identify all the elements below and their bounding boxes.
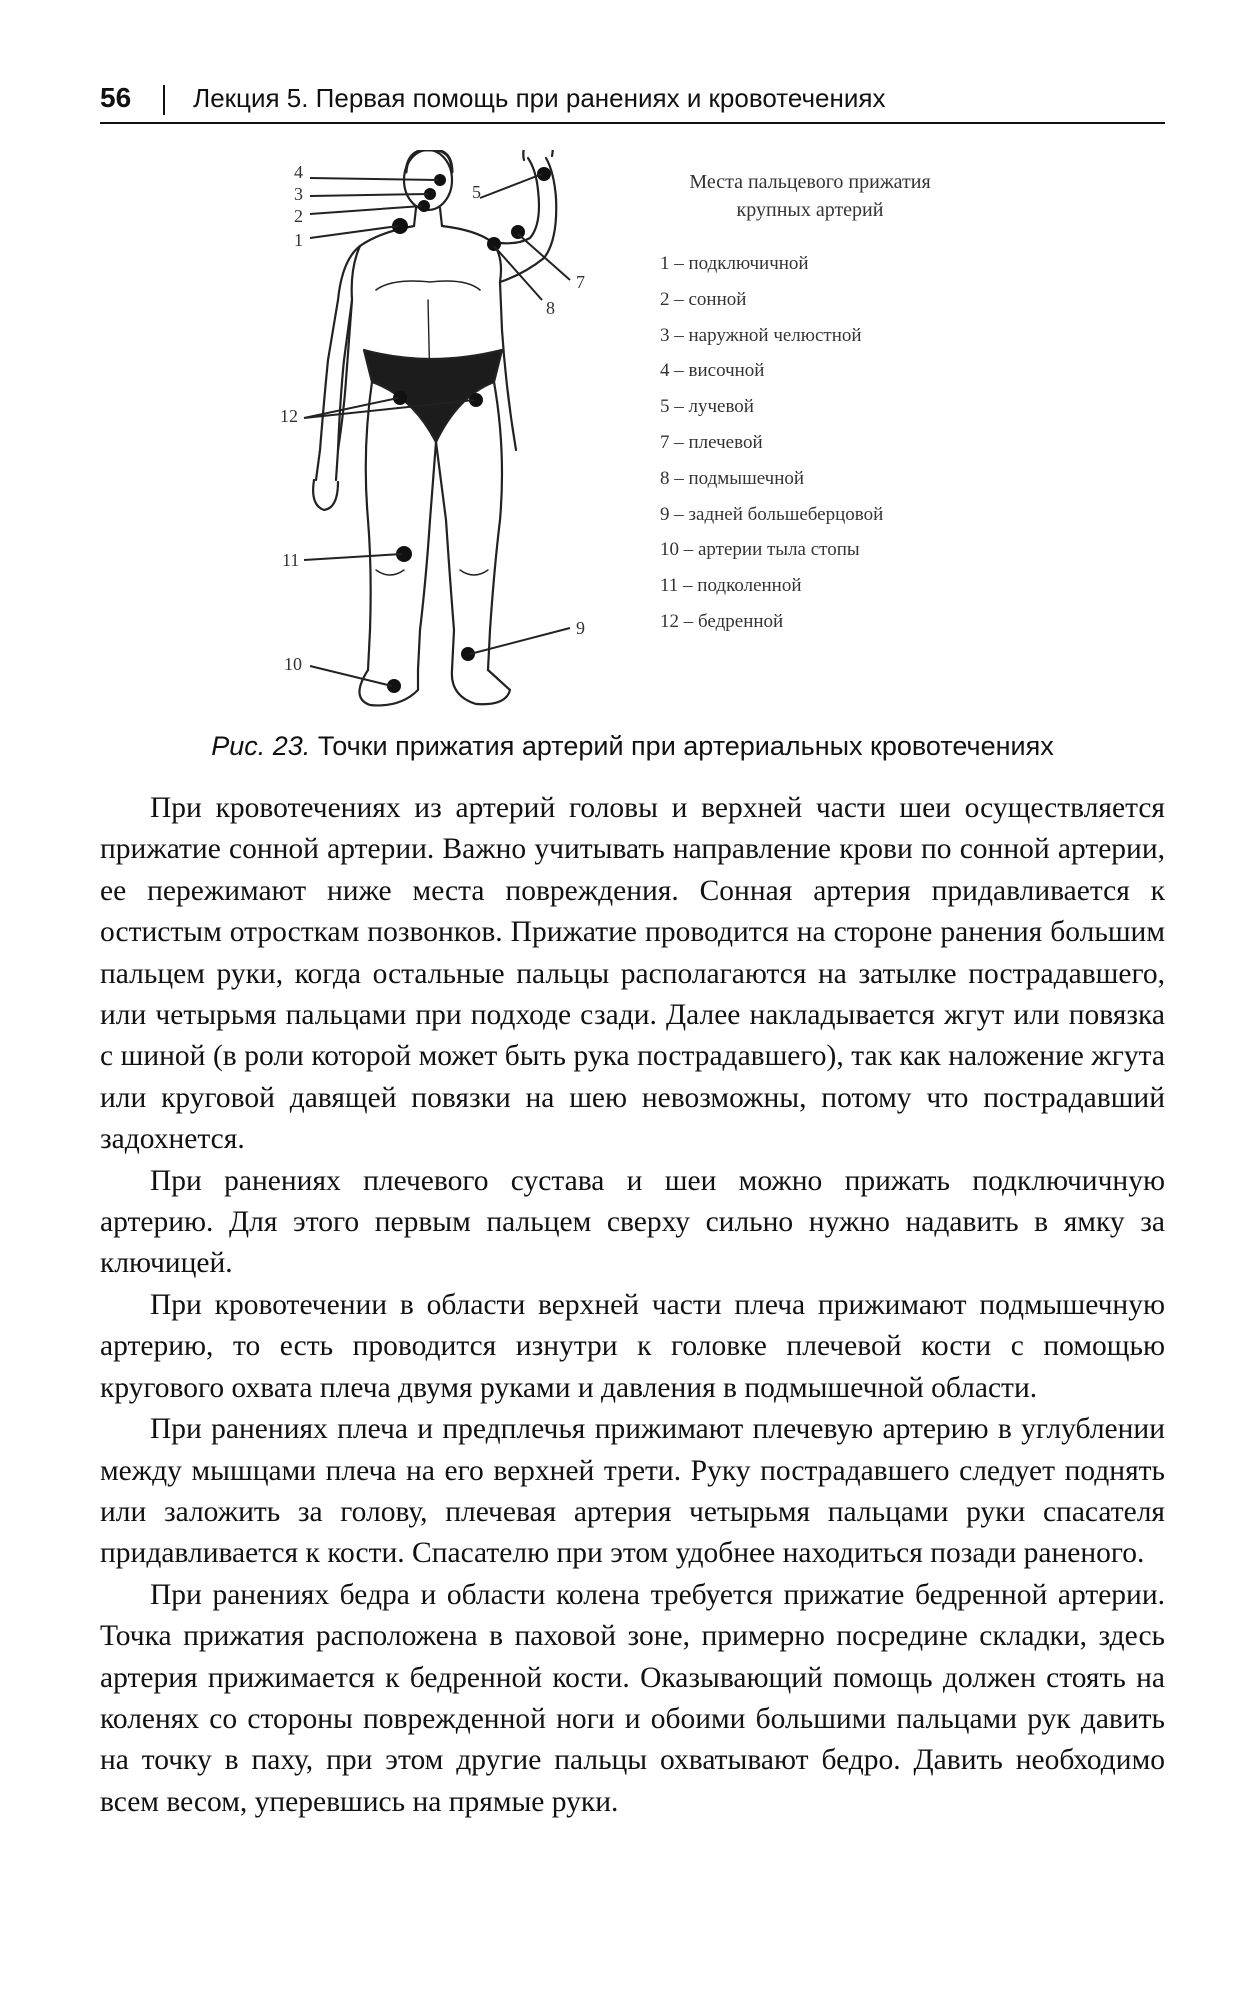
legend-item: 1 – подключичной [660, 253, 809, 274]
page-number: 56 [100, 82, 132, 113]
legend-item: 7 – плечевой [660, 431, 763, 453]
point-label-1: 1 [294, 230, 303, 250]
point-label-10: 10 [284, 654, 302, 674]
hair-outline [406, 150, 452, 172]
point-label-11: 11 [282, 550, 300, 570]
legend-item: 2 – сонной [660, 288, 747, 310]
leader-line-1 [310, 226, 398, 238]
leader-line-7 [518, 234, 570, 280]
pressure-point-axillary [487, 237, 501, 251]
leader-line-2 [310, 206, 422, 214]
header-divider [163, 85, 165, 115]
leader-line-4 [310, 178, 438, 180]
point-label-7: 7 [576, 272, 585, 292]
legend-item: 4 – височной [660, 360, 765, 382]
right-foot-outline [452, 670, 510, 704]
hanging-hand-outline [313, 480, 338, 510]
leader-line-10 [310, 666, 392, 686]
figure-caption-prefix: Рис. 23. [211, 731, 311, 761]
leader-line-5 [480, 174, 542, 198]
leader-line-9 [470, 628, 570, 654]
knee-lines [376, 570, 488, 575]
legend-item: 9 – задней большеберцовой [660, 503, 884, 525]
figure-caption [100, 726, 1165, 766]
point-label-3: 3 [294, 184, 303, 204]
leader-line-11 [304, 554, 402, 560]
figure-caption-text: Точки прижатия артерий при артериальных кровотечениях [310, 731, 1054, 761]
paragraph: При кровотечениях из артерий головы и верхней части шеи осуществляется прижатие сонной артерии. Важно учитывать направление крови по сонной артерии, ее пережимают ниже места повреждения. Сонная артерия придавливается к остистым отросткам позвонков. Прижатие проводится на стороне ранения большим пальцем руки, когда остальные пальцы располагаются на затылке пострадавшего, или четырьмя пальцами при подходе сзади. Далее накладывается жгут или повязка с шиной (в роли которой может быть рука пострадавшего), так как наложение жгута или круговой давящей повязки на шею невозможны, потому что пострадавший задохнется. [100, 792, 1165, 1156]
running-head [100, 74, 1165, 124]
point-label-4: 4 [294, 162, 303, 182]
point-label-5: 5 [472, 182, 481, 202]
pressure-point-radial [537, 167, 551, 181]
leader-line-3 [310, 194, 428, 196]
paragraph: При кровотечении в области верхней части плеча прижимают подмышечную артерию, то есть проводится изнутри к головке плечевой кости с помощью кругового охвата плеча двумя руками и давления в подмышечной области. [100, 1288, 1165, 1404]
hanging-arm-outline [316, 246, 360, 480]
running-title: Лекция 5. Первая помощь при ранениях и кровотечениях [193, 83, 886, 113]
pressure-point-brachial [511, 225, 525, 239]
legend-item: 10 – артерии тыла стопы [660, 539, 860, 561]
paragraph: При ранениях бедра и области колена требуется прижатие бедренной артерии. Точка прижатия расположена в паховой зоне, примерно посредине складки, здесь артерия прижимается к бедренной кости. Оказывающий помощь должен стоять на коленях со стороны поврежденной ноги и обоими большими пальцами рук давить на точку в паху, при этом другие пальцы охватывают бедро. Давить необходимо всем весом, уперевшись на прямые руки. [100, 1578, 1165, 1818]
point-label-8: 8 [546, 298, 555, 318]
body-text [100, 788, 1165, 1823]
legend-item: 5 – лучевой [660, 396, 754, 418]
point-label-2: 2 [294, 206, 303, 226]
paragraph: При ранениях плечевого сустава и шеи можно прижать подключичную артерию. Для этого первым пальцем сверху сильно нужно надавить в ямку за ключицей. [100, 1164, 1165, 1280]
paragraph: При ранениях плеча и предплечья прижимают плечевую артерию в углублении между мышцами плеча на его верхней трети. Руку пострадавшего следует поднять или заложить за голову, плечевая артерия четырьмя пальцами руки спасателя придавливается к кости. Спасателю при этом удобнее находиться позади раненого. [100, 1413, 1165, 1570]
figure-legend [660, 168, 1040, 640]
legend-title: Места пальцевого прижатия крупных артерий [689, 171, 931, 221]
legend-item: 3 – наружной челюстной [660, 324, 862, 346]
legend-item: 11 – подколенной [660, 575, 802, 597]
point-label-12: 12 [280, 406, 298, 426]
chest-line [376, 281, 480, 290]
legend-item: 12 – бедренной [660, 610, 784, 632]
point-label-9: 9 [576, 618, 585, 638]
legend-item: 8 – подмышечной [660, 467, 805, 489]
